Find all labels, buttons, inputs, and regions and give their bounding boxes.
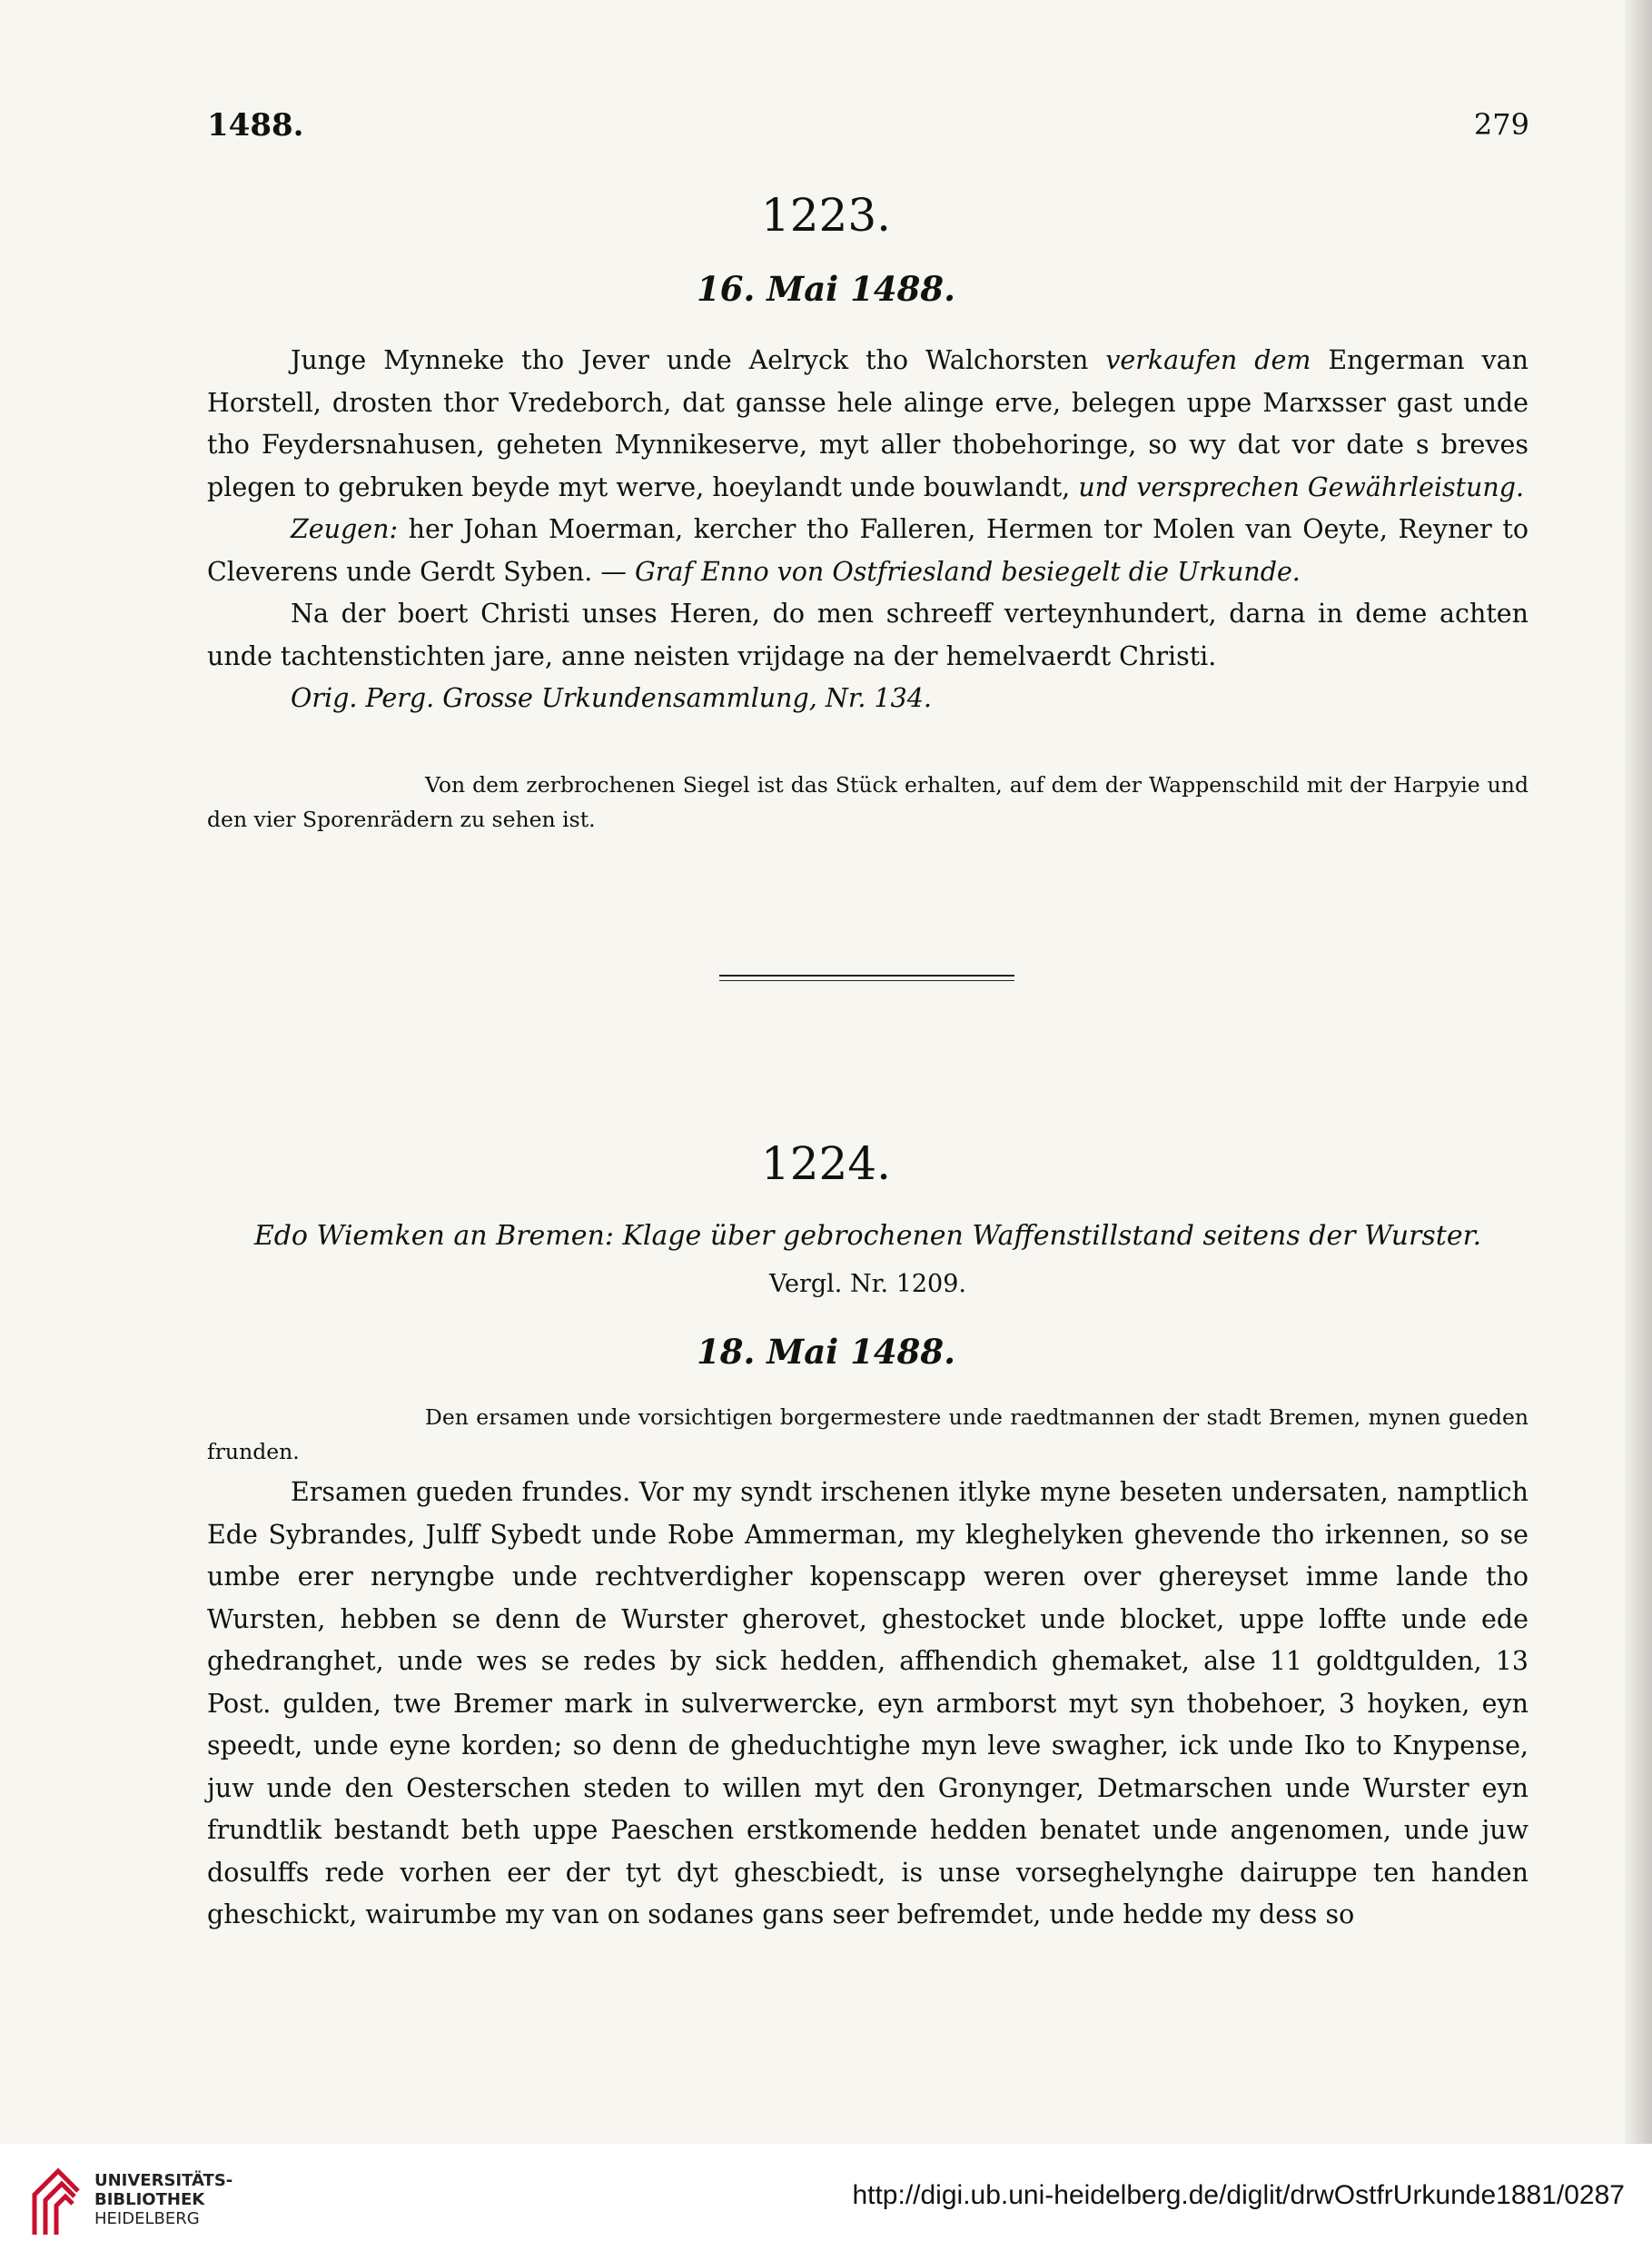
italic-text: Graf Enno von Ostfriesland besiegelt die Urkunde. xyxy=(634,556,1301,587)
text-run: Engerman van Horstell, drosten thor Vredeborch, dat gansse hele alinge erve, belegen uppe Marxsser gast unde tho Feydersnahusen, geheten Mynnikeserve, myt aller thobehoringe, so wy dat vor date s breves plegen to gebruken beyde myt werve, hoeylandt unde bouwlandt, xyxy=(207,345,1528,502)
entry-number-1223: 1223. xyxy=(760,189,892,242)
paragraph xyxy=(207,509,1528,593)
italic-text: Orig. Perg. Grosse Urkundensammlung, Nr. 134. xyxy=(291,683,932,713)
library-name-line-3: HEIDELBERG xyxy=(94,2209,200,2228)
entry-reference-1224: Vergl. Nr. 1209. xyxy=(768,1270,966,1298)
library-name-line-1: UNIVERSITÄTS- xyxy=(94,2171,233,2190)
running-head xyxy=(207,107,1529,153)
text-run: her Johan Moerman, kercher tho Falleren, Hermen tor Molen van Oeyte, Reyner to Cleverens unde Gerdt Syben. — xyxy=(207,514,1528,587)
section-divider xyxy=(719,975,1014,977)
section-divider-thin xyxy=(719,980,1014,981)
italic-text: und versprechen Gewährleistung. xyxy=(1078,471,1525,502)
entry-text-1224: Ersamen gueden frundes. Vor my syndt irschenen itlyke myne beseten undersaten, namptlich Ede Sybrandes, Julff Sybedt unde Robe Ammerman, my kleghelyken ghevende tho irkennen, so se umbe erer neryngbe unde rechtverdigher kopenscapp weren over ghereyset imme lande tho Wursten, hebben se denn de Wurster gherovet, ghestocket unde blocket, uppe loffte unde ede ghedranghet, unde wes se redes by sick hedden, affhendich ghemaket, alse 11 goldtgulden, 13 Post. gulden, twe Bremer mark in sulverwercke, eyn armborst myt syn thobehoer, 3 hoyken, eyn speedt, unde eyne korden; so denn de gheduchtighe myn leve swagher, ick unde Iko to Knypense, juw unde den Oesterschen steden to willen myt den Gronynger, Detmarschen unde Wurster eyn frundtlik bestandt beth uppe Paeschen erstkomende hedden benatet unde angenomen, unde juw dosulffs rede vorhen eer der tyt dyt ghescbiedt, is unse vorseghelynghe dairuppe ten handen gheschickt, wairumbe my van on sodanes gans seer befremdet, unde hedde my dess so xyxy=(207,1477,1528,1929)
entry-summary-1224: Edo Wiemken an Bremen: Klage über gebrochenen Waffenstillstand seitens der Wurster. xyxy=(253,1220,1482,1252)
paragraph xyxy=(207,340,1528,509)
paragraph xyxy=(207,593,1528,678)
italic-text: verkaufen dem xyxy=(1105,345,1311,375)
text-run: Junge Mynneke tho Jever unde Aelryck tho Walchorsten xyxy=(291,345,1106,375)
source-url-link[interactable]: http://digi.ub.uni-heidelberg.de/diglit/drwOstfrUrkunde1881/0287 xyxy=(852,2180,1625,2210)
page-edge xyxy=(1625,0,1652,2144)
source-reference xyxy=(207,678,1528,720)
library-name xyxy=(94,2171,232,2228)
entry-number-1224: 1224. xyxy=(760,1137,892,1190)
entry-body-1223 xyxy=(207,340,1528,720)
footnote-1223: Von dem zerbrochenen Siegel ist das Stück erhalten, auf dem der Wappenschild mit der Harpyie und den vier Sporenrädern zu sehen ist. xyxy=(207,772,1528,832)
library-name-line-2: BIBLIOTHEK xyxy=(94,2190,205,2209)
running-head-year: 1488. xyxy=(207,107,304,144)
footer-bar xyxy=(0,2144,1652,2261)
text-run: Na der boert Christi unses Heren, do men schreeff verteynhundert, darna in deme achten unde tachtenstichten jare, anne neisten vrijdage na der hemelvaerdt Christi. xyxy=(207,599,1528,671)
italic-text: Zeugen: xyxy=(291,514,399,544)
entry-date-1223: 16. Mai 1488. xyxy=(697,269,955,309)
library-logo-icon xyxy=(27,2164,85,2240)
entry-date-1224: 18. Mai 1488. xyxy=(697,1332,955,1372)
address-1224: Den ersamen unde vorsichtigen borgermestere unde raedtmannen der stadt Bremen, mynen gueden frunden. xyxy=(207,1404,1528,1464)
page-number: 279 xyxy=(1473,107,1529,142)
